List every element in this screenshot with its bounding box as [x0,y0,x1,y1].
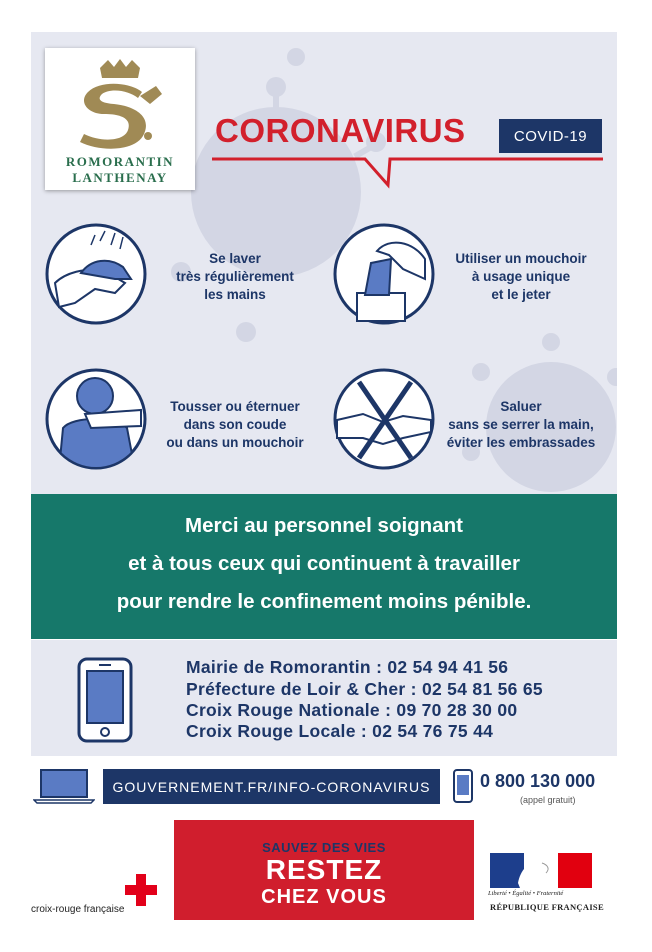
gov-info-link[interactable]: GOUVERNEMENT.FR/INFO-CORONAVIRUS [103,769,440,804]
logo-line-2: LANTHENAY [72,170,168,185]
laptop-icon [33,768,95,804]
croix-rouge-label: croix-rouge française [31,904,125,915]
tip-icon-circle [333,368,435,470]
tip-icon-circle [333,223,435,325]
logo-line-1: ROMORANTIN [65,154,175,169]
tip-icon-circle [45,223,147,325]
hotline-number[interactable]: 0 800 130 000 [480,771,596,791]
hand-washing-icon [45,223,147,325]
republique-motto: Liberté • Égalité • Fraternité [488,890,564,897]
speech-bubble-underline [210,155,605,190]
contact-prefecture[interactable]: Préfecture de Loir & Cher : 02 54 81 56 65 [186,679,543,699]
thanks-line-3: pour rendre le confinement moins pénible. [116,590,532,613]
thanks-line-2: et à tous ceux qui continuent à travailler [128,552,520,575]
thanks-line-1: Merci au personnel soignant [185,514,463,537]
marianne-logo-icon [490,853,592,888]
banner-big-text: RESTEZ [265,854,383,885]
thanks-banner [31,494,617,639]
salamander-crown-icon [70,56,170,156]
contact-mairie[interactable]: Mairie de Romorantin : 02 54 94 41 56 [186,657,509,677]
cough-elbow-icon [45,368,147,470]
tip-text-cough: Tousser ou éternuer dans son coude ou dans un mouchoir [166,399,304,450]
tip-text-handshake: Saluer sans se serrer la main, éviter les embrassades [446,399,596,450]
tissue-box-icon [333,223,435,325]
hotline-note: (appel gratuit) [520,795,576,805]
republique-name: RÉPUBLIQUE FRANÇAISE [490,902,604,912]
romorantin-logo [45,48,195,190]
tip-text-hand-washing: Se laver très régulièrement les mains [176,251,294,302]
stay-home-banner [174,820,474,920]
red-cross-icon [125,874,157,906]
tip-icon-circle [45,368,147,470]
tip-text-tissue: Utiliser un mouchoir à usage unique et le jeter [455,251,587,302]
mobile-phone-icon [453,769,473,803]
smartphone-icon [77,657,133,743]
banner-small-text: SAUVEZ DES VIES [262,840,386,855]
contact-panel [31,640,617,756]
contact-croix-rouge-locale[interactable]: Croix Rouge Locale : 02 54 76 75 44 [186,721,494,741]
covid-badge: COVID-19 [499,119,602,153]
banner-mid-text: CHEZ VOUS [261,886,387,908]
contact-croix-rouge-nationale[interactable]: Croix Rouge Nationale : 09 70 28 30 00 [186,700,518,720]
page-title: CORONAVIRUS [215,112,466,149]
no-handshake-icon [333,368,435,470]
